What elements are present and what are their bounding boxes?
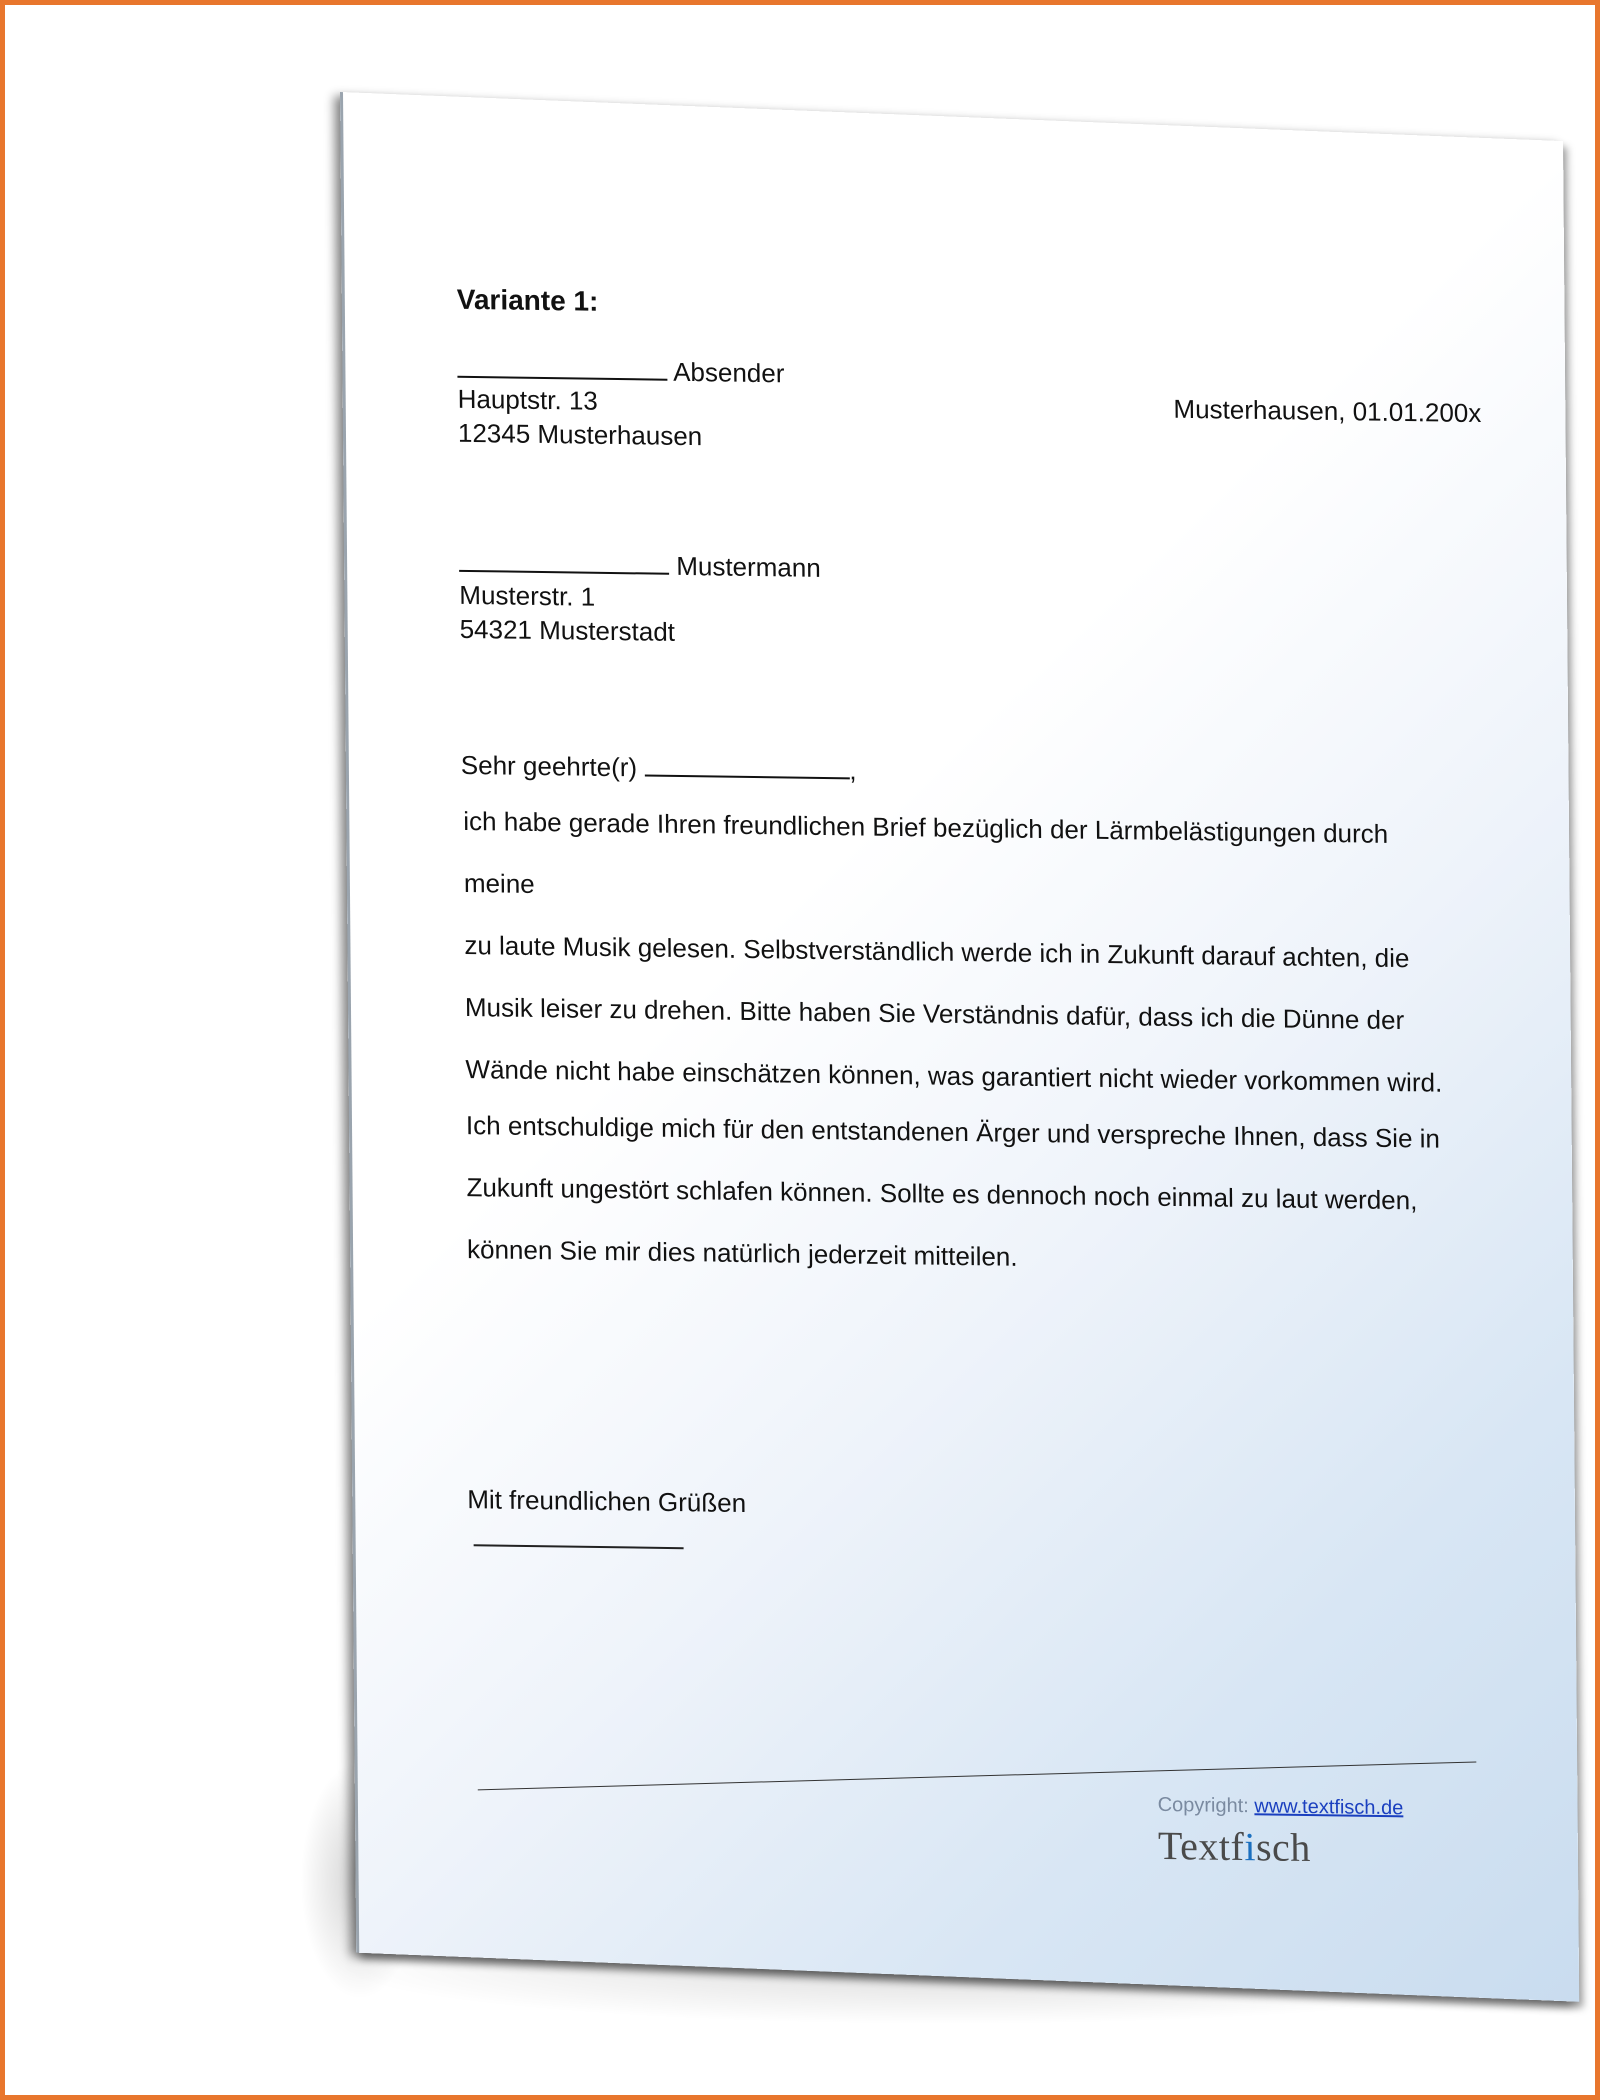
letter-heading: Variante 1:: [456, 283, 599, 317]
paragraph-1-line: zu laute Musik gelesen. Selbstverständlich werde ich in Zukunft darauf achten, die: [464, 930, 1410, 974]
copyright-label: Copyright:: [1157, 1793, 1249, 1818]
sender-city: 12345 Musterhausen: [457, 417, 703, 452]
salutation: [461, 748, 857, 787]
recipient-street: Musterstr. 1: [459, 579, 596, 612]
recipient-city: 54321 Musterstadt: [459, 613, 676, 647]
letter-date: Musterhausen, 01.01.200x: [1173, 393, 1482, 429]
salutation-blank: [644, 750, 849, 779]
salutation-prefix: Sehr geehrte(r): [460, 749, 638, 783]
closing: Mit freundlichen Grüßen: [467, 1484, 747, 1519]
paragraph-2-line: können Sie mir dies natürlich jederzeit mitteilen.: [466, 1234, 1018, 1272]
signature-line: [474, 1544, 684, 1549]
paragraph-1-line: Wände nicht habe einschätzen können, was garantiert nicht wieder vorkommen wird.: [465, 1054, 1443, 1098]
paragraph-2: [466, 1094, 1467, 1294]
paragraph-2-line: Ich entschuldige mich für den entstandenen Ärger und verspreche Ihnen, dass Sie in: [465, 1110, 1441, 1154]
recipient-name-line: [459, 546, 821, 584]
sender-name-label: Absender: [672, 356, 785, 389]
paragraph-1-line: Musik leiser zu drehen. Bitte haben Sie Verständnis dafür, dass ich die Dünne der: [464, 992, 1405, 1036]
paragraph-2-line: Zukunft ungestört schlafen können. Sollte es dennoch noch einmal zu laut werden,: [466, 1172, 1418, 1216]
salutation-suffix: ,: [849, 755, 857, 786]
copyright-notice: [1158, 1794, 1404, 1820]
recipient-name-blank: [459, 546, 669, 575]
paragraph-1: [463, 790, 1465, 1114]
recipient-name-label: Mustermann: [676, 550, 821, 583]
sender-street: Hauptstr. 13: [457, 383, 598, 416]
paragraph-1-line: ich habe gerade Ihren freundlichen Brief bezüglich der Lärmbelästigungen durch meine: [463, 805, 1389, 899]
sender-name-blank: [457, 352, 667, 381]
letter-content: [343, 92, 1579, 1970]
textfisch-link[interactable]: www.textfisch.de: [1254, 1795, 1404, 1820]
fish-icon: i: [1244, 1824, 1257, 1870]
textfisch-logo: Textfisch: [1157, 1822, 1311, 1871]
letter-page: [340, 92, 1579, 2002]
footer-divider: [478, 1761, 1477, 1790]
